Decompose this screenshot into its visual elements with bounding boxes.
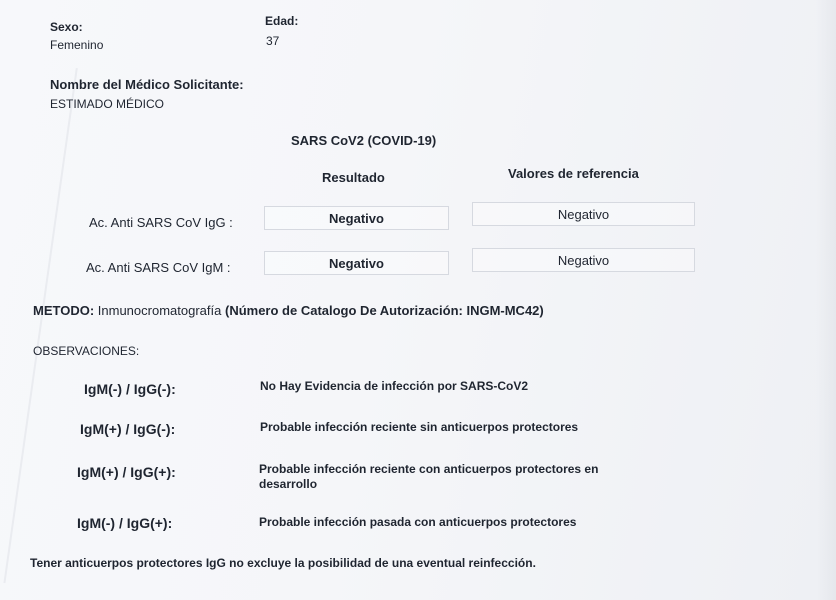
result-value-box (264, 206, 449, 230)
method-label: METODO: (33, 303, 95, 318)
method-catalog: (Número de Catalogo De Autorización: INGM-MC42) (224, 303, 544, 318)
reference-value: Negativo (557, 206, 610, 222)
test-title: SARS CoV2 (COVID-19) (291, 133, 437, 148)
sex-value: Femenino (50, 38, 104, 52)
test-row-name: Ac. Anti SARS CoV IgG : (89, 215, 233, 230)
age-label: Edad: (265, 14, 299, 28)
method-value: Inmunocromatografía (97, 303, 222, 318)
age-value: 37 (266, 34, 280, 48)
observation-text-continued: desarrollo (259, 477, 318, 491)
observation-text: No Hay Evidencia de infección por SARS-CoV2 (260, 379, 529, 393)
method-line (33, 303, 544, 319)
reference-value-box (472, 248, 695, 272)
doctor-label: Nombre del Médico Solicitante: (50, 77, 244, 92)
result-value: Negativo (329, 255, 384, 271)
paper-edge (0, 57, 78, 583)
observations-label: OBSERVACIONES: (33, 344, 140, 358)
paper-shadow (816, 0, 836, 600)
reference-value: Negativo (557, 252, 610, 268)
sex-label: Sexo: (50, 20, 83, 34)
observation-text: Probable infección reciente sin anticuerpos protectores (260, 420, 579, 434)
result-value: Negativo (329, 210, 384, 226)
observation-text: Probable infección reciente con anticuerpos protectores en (259, 462, 599, 476)
test-row-name: Ac. Anti SARS CoV IgM : (86, 260, 231, 275)
observation-code: IgM(+) / IgG(+): (77, 464, 176, 480)
observation-text: Probable infección pasada con anticuerpos protectores (259, 515, 577, 529)
reference-column-header: Valores de referencia (508, 166, 639, 181)
observation-code: IgM(-) / IgG(+): (77, 515, 173, 531)
result-value-box (264, 251, 449, 275)
doctor-value: ESTIMADO MÉDICO (50, 97, 165, 111)
observation-code: IgM(-) / IgG(-): (84, 381, 176, 397)
observation-code: IgM(+) / IgG(-): (80, 421, 176, 437)
reference-value-box (472, 202, 695, 226)
footer-note: Tener anticuerpos protectores IgG no excluye la posibilidad de una eventual reinfección. (30, 556, 536, 570)
result-column-header: Resultado (322, 170, 385, 185)
